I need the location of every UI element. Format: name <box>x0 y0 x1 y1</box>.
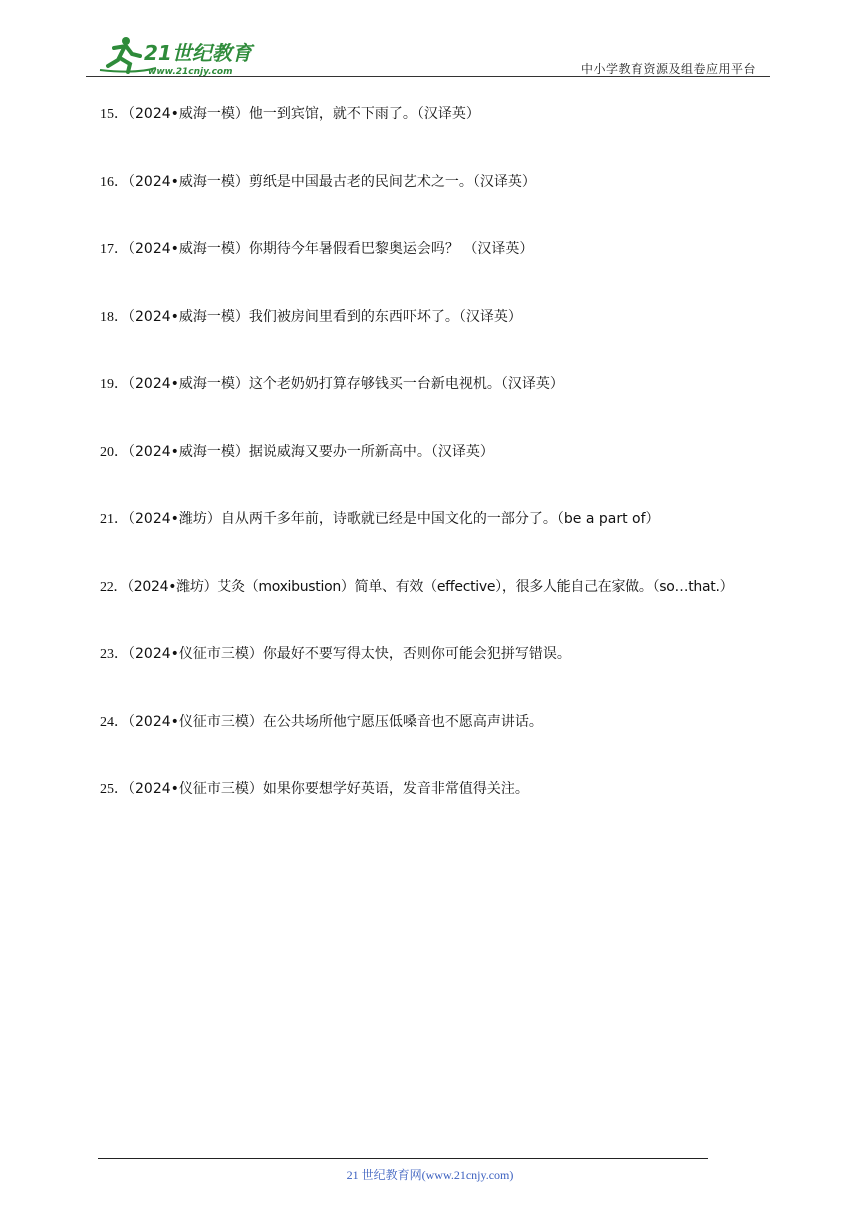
question-hint: （汉译英） <box>430 443 494 460</box>
footer-site-link[interactable]: 21 世纪教育网(www.21cnjy.com) <box>346 1168 514 1182</box>
question-source: （2024•威海一模） <box>128 241 249 257</box>
question-item <box>100 509 790 577</box>
page-header <box>90 30 770 78</box>
question-hint: （汉译英） <box>500 376 564 392</box>
question-text: 剪纸是中国最古老的民间艺术之一。 <box>248 173 473 190</box>
question-source: （2024•威海一模） <box>128 376 249 392</box>
question-number: 15． <box>100 107 128 122</box>
question-number: 23． <box>100 647 128 662</box>
question-item <box>100 644 790 712</box>
question-source: （2024•威海一模） <box>128 443 249 460</box>
question-item <box>100 442 790 510</box>
question-text: 你最好不要写得太快，否则你可能会犯拼写错误。 <box>262 646 571 662</box>
question-item <box>100 239 790 307</box>
question-hint: （汉译英） <box>472 173 536 190</box>
question-number: 16． <box>100 174 128 190</box>
question-source: （2024•威海一模） <box>128 106 249 122</box>
logo-url: www.21cnjy.com <box>148 67 233 76</box>
question-number: 22． <box>100 579 128 595</box>
question-hint: （汉译英） <box>463 241 534 257</box>
question-source: （2024•威海一模） <box>128 173 249 190</box>
question-number: 18． <box>100 309 128 325</box>
question-hint: （be a part of） <box>556 511 660 527</box>
question-hint: （汉译英） <box>458 308 522 325</box>
question-source: （2024•仪征市三模） <box>128 646 263 662</box>
question-item <box>100 374 790 442</box>
question-number: 21． <box>100 512 128 527</box>
question-item <box>100 104 790 172</box>
question-text: 你期待今年暑假看巴黎奥运会吗？ <box>248 241 464 257</box>
question-source: （2024•仪征市三模） <box>128 713 263 730</box>
question-item <box>100 172 790 240</box>
footer-divider <box>98 1158 708 1159</box>
question-text: 自从两千多年前，诗歌就已经是中国文化的一部分了。 <box>220 511 557 527</box>
question-item <box>100 712 790 780</box>
question-item <box>100 307 790 375</box>
question-text: 据说威海又要办一所新高中。 <box>248 443 431 460</box>
question-source: （2024•威海一模） <box>128 308 249 325</box>
question-number: 20． <box>100 444 128 460</box>
question-text: 在公共场所他宁愿压低嗓音也不愿高声讲话。 <box>262 713 543 730</box>
question-number: 25． <box>100 782 128 797</box>
question-source: （2024•仪征市三模） <box>128 781 263 797</box>
question-text: 他一到宾馆，就不下雨了。 <box>248 106 417 122</box>
question-text: 这个老奶奶打算存够钱买一台新电视机。 <box>248 376 501 392</box>
question-text: 艾灸（moxibustion）简单、有效（effective），很多人能自己在家做。 <box>217 578 653 595</box>
logo-21cnjy <box>96 34 266 76</box>
question-item <box>100 577 790 645</box>
question-number: 19． <box>100 377 128 392</box>
question-source: （2024•潍坊） <box>128 511 221 527</box>
header-divider <box>86 76 770 77</box>
question-text: 如果你要想学好英语，发音非常值得关注。 <box>262 781 529 797</box>
question-text: 我们被房间里看到的东西吓坏了。 <box>248 308 459 325</box>
question-item <box>100 779 790 847</box>
question-number: 24． <box>100 714 128 730</box>
question-source: （2024•潍坊） <box>127 578 218 595</box>
header-platform-name: 中小学教育资源及组卷应用平台 <box>580 62 756 76</box>
question-list <box>100 104 790 847</box>
question-hint: （so…that.） <box>652 578 734 595</box>
logo-text: 21世纪教育 <box>144 41 252 65</box>
question-number: 17． <box>100 242 128 257</box>
question-hint: （汉译英） <box>416 106 480 122</box>
